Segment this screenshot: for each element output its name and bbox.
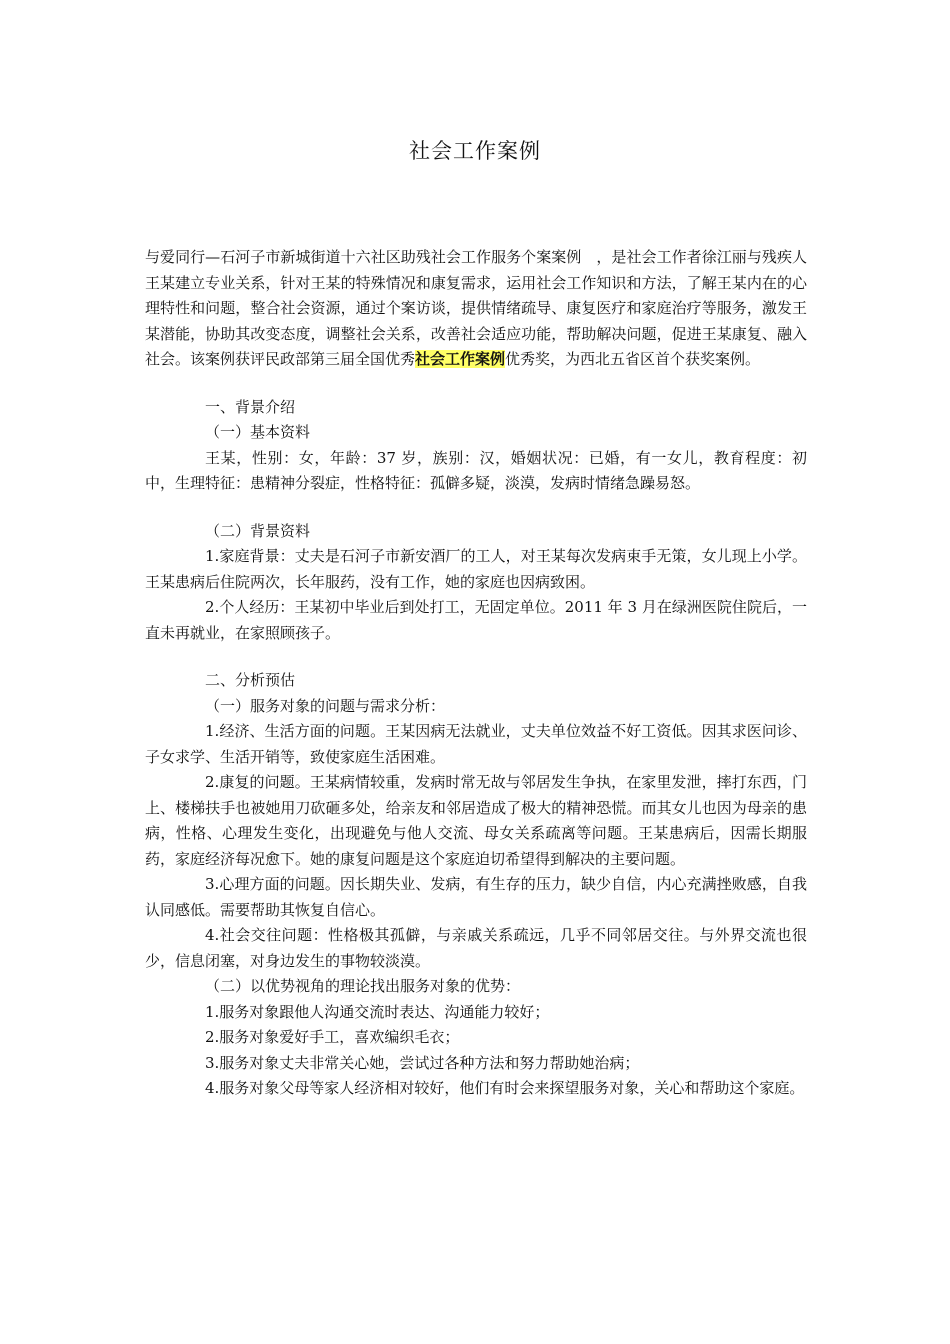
section1-sub2-item-1: 1.家庭背景：丈夫是石河子市新安酒厂的工人，对王某每次发病束手无策，女儿现上小学。王某患病后住院两次，长年服药，没有工作，她的家庭也因病致困。 (145, 547, 807, 591)
page-title: 社会工作案例 (409, 139, 541, 163)
section2-sub2-item-3: 3.服务对象丈夫非常关心她，尝试过各种方法和努力帮助她治病； (205, 1053, 640, 1072)
section2-sub2-item-4: 4.服务对象父母等家人经济相对较好，他们有时会来探望服务对象，关心和帮助这个家庭。 (205, 1079, 805, 1097)
intro-paragraph (145, 245, 807, 373)
section2-sub1-item-2: 2.康复的问题。王某病情较重，发病时常无故与邻居发生争执，在家里发泄，摔打东西，门上、楼梯扶手也被她用刀砍砸多处，给亲友和邻居造成了极大的精神恐慌。而其女儿也因为母亲的患病，性格、心理发生变化，出现避免与他人交流、母女关系疏离等问题。王某患病后，因需长期服药，家庭经济每况愈下。她的康复问题是这个家庭迫切希望得到解决的主要问题。 (145, 773, 807, 868)
spacer (145, 373, 807, 395)
intro-text-part1: 与爱同行—石河子市新城街道十六社区助残社会工作服务个案案例 ，是社会工作者徐江丽与残疾人王某建立专业关系，针对王某的特殊情况和康复需求，运用社会工作知识和方法，了解王某内在的心理特性和问题，整合社会资源，通过个案访谈，提供情绪疏导、康复医疗和家庭治疗等服务，激发王某潜能，协助其改变态度，调整社会关系，改善社会适应功能，帮助解决问题，促进王某康复、融入社会。该案例获评民政部第三届全国优秀 (145, 248, 807, 368)
spacer (145, 497, 807, 519)
section2-sub2-item-1: 1.服务对象跟他人沟通交流时表达、沟通能力较好； (205, 1002, 550, 1021)
section2-sub2-item-2: 2.服务对象爱好手工，喜欢编织毛衣； (205, 1028, 460, 1046)
document-body (145, 245, 807, 1102)
section1-sub1-text: 王某，性别：女，年龄：37 岁，族别：汉，婚姻状况：已婚，有一女儿，教育程度：初中，生理特征：患精神分裂症，性格特征：孤僻多疑，淡漠，发病时情绪急躁易怒。 (145, 448, 807, 492)
intro-text-part2: 优秀奖，为西北五省区首个获奖案例。 (505, 350, 761, 368)
section2-sub1-heading: （一）服务对象的问题与需求分析： (205, 696, 446, 715)
section2-sub1-item-4: 4.社会交往问题：性格极其孤僻，与亲戚关系疏远，几乎不同邻居交往。与外界交流也很少，信息闭塞，对身边发生的事物较淡漠。 (145, 926, 807, 970)
section1-sub1-heading: （一）基本资料 (205, 423, 311, 441)
section2-sub2-heading: （二）以优势视角的理论找出服务对象的优势： (205, 977, 521, 995)
section2-sub1-item-1: 1.经济、生活方面的问题。王某因病无法就业，丈夫单位效益不好工资低。因其求医问诊、子女求学、生活开销等，致使家庭生活困难。 (145, 722, 807, 766)
section1-heading: 一、背景介绍 (205, 397, 296, 416)
intro-highlight: 社会工作案例 (415, 350, 506, 368)
section2-sub1-item-3: 3.心理方面的问题。因长期失业、发病，有生存的压力，缺少自信，内心充满挫败感，自我认同感低。需要帮助其恢复自信心。 (145, 875, 807, 919)
section2-heading: 二、分析预估 (205, 671, 296, 689)
spacer (145, 646, 807, 668)
section1-sub2-heading: （二）背景资料 (205, 521, 311, 540)
section1-sub2-item-2: 2.个人经历：王某初中毕业后到处打工，无固定单位。2011 年 3 月在绿洲医院住院后，一直未再就业，在家照顾孩子。 (145, 598, 807, 642)
